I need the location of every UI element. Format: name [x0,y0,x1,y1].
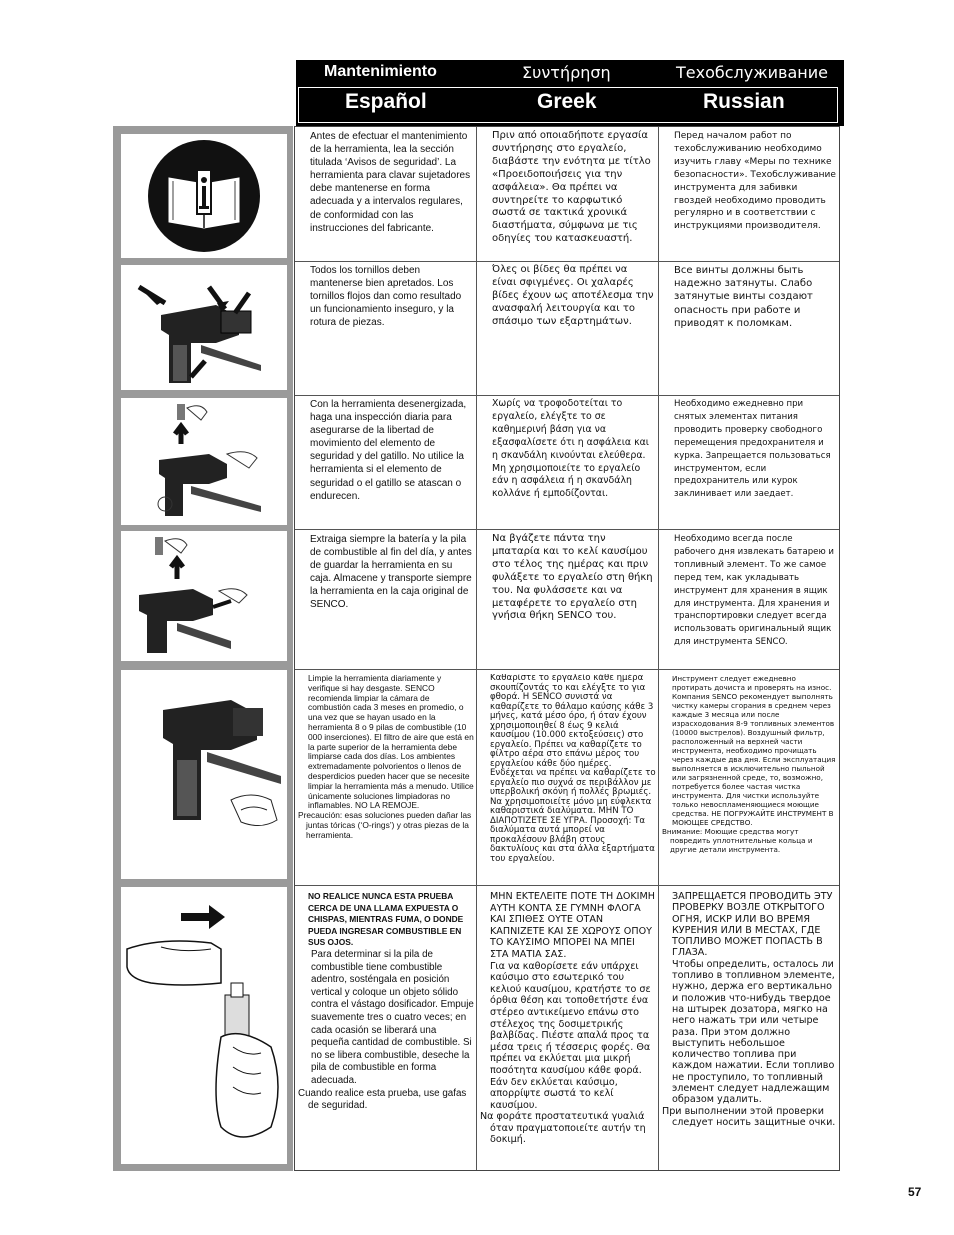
row1-ru: Перед началом работ по техобслуживанию необходимо изучить главу «Меры по технике безопасности». Техобслуживание инструмента для забивки гвоздей необходимо проводить регулярно и в соответствии с инструкциями производителя. [674,131,836,232]
header-title-gr: Συντήρηση [522,63,611,82]
row3-ru: Необходимо ежедневно при снятых элементах питания проводить проверку свободного перемещения предохранителя и курка. Запрещается пользоваться инструментом, если предохранитель или курок заклинивает или заедает. [674,399,831,500]
row2-ru: Все винты должны быть надежно затянуты. Слабо затянутые винты создают опасность при работе и приводят к поломкам. [674,265,813,329]
nailer-trigger-check-illustration [121,398,287,525]
row1-es: Antes de efectuar el mantenimiento de la herramienta, lea la sección titulada ‘Avisos de seguridad’. La herramienta para clavar sujetadores debe mantenerse en forma adecuada y a intervalos regulares, de conformidad con las instrucciones del fabricante. [310,131,471,234]
header-section-titles [296,60,844,86]
maintenance-table [294,126,840,1171]
header-lang-ru: Russian [703,90,785,113]
row3-gr: Χωρίς να τροφοδοτείται το εργαλείο, ελέγξτε το σε καθημερινή βάση για να εξασφαλίσετε ότι η ασφάλεια και η σκανδάλη κινούνται ελεύθερα. Μη χρησιμοποιείτε το εργαλείο εάν η ασφάλεια ή η σκανδάλη κολλάνε ή εμποδίζονται. [492,398,649,500]
row6-ru: ЗАПРЕЩАЕТСЯ ПРОВОДИТЬ ЭТУ ПРОВЕРКУ ВОЗЛЕ ОТКРЫТОГО ОГНЯ, ИСКР ИЛИ ВО ВРЕМЯ КУРЕНИЯ ИЛИ В МЕСТАХ, ГДЕ ТОПЛИВО МОЖЕТ ПОПАСТЬ В ГЛАЗА. Чтобы определить, осталось ли топливо в топливном элементе, нужно, держа его вертикально и положив что-нибудь твердое на штырек дозатора, мягко на него нажать три или четыре раза. При этом должно выступить небольшое количество топлива при каждом нажатии. Если топливо не проступило, то топливный элемент следует надлежащим образом удалить. При выполнении этой проверки следует носить защитные очки. [662,891,836,1128]
info-book-icon [121,134,287,258]
header-lang-es: Español [345,90,427,113]
row5-es: Limpie la herramienta diariamente y verifique si hay desgaste. SENCO recomienda limpiar la cámara de combustión cada 3 meses en promedio, o una vez que se hayan usado en la herramienta 8 o 9 pilas de combustible (10 000 inserciones). El filtro de aire que está en la parte superior de la herramienta debe limpiarse cada dos días. Los ambientes extremadamente polvorientos o llenos de desperdicios pueden hacer que se necesite limpiar la herramienta más a menudo. Utilice únicamente soluciones limpiadoras no inflamables. NO LA REMOJE. Precaución: esas soluciones pueden dañar las juntas tóricas (‘O-rings’) y otras piezas de la herramienta. [298,674,474,840]
page-number: 57 [908,1185,922,1199]
row4-ru: Необходимо всегда после рабочего дня извлекать батарею и топливный элемент. То же самое перед тем, как укладывать инструмент для хранения в ящик для инструмента. Для хранения и транспортировки следует всегда использовать оригинальный ящик для инструмента SENCO. [674,534,834,648]
section-header [296,60,844,126]
header-title-es: Mantenimiento [324,63,437,80]
header-language-bar [298,87,838,123]
row2-gr: Όλες οι βίδες θα πρέπει να είναι σφιγμένες. Οι χαλαρές βίδες έχουν ως αποτέλεσμα την ανασφαλή λειτουργία και το σπάσιμο των εξαρτημάτων. [492,264,654,327]
row2-es: Todos los tornillos deben mantenerse bien apretados. Los tornillos flojos dan como resultado un funcionamiento inseguro, y la rotura de piezas. [310,265,462,329]
nailer-screws-illustration [121,265,287,390]
illustration-column [113,126,293,1171]
row3-es: Con la herramienta desenergizada, haga una inspección diaria para asegurarse de la libertad de movimiento del elemento de seguridad y del gatillo. No utilice la herramienta si el elemento de seguridad o el gatillo se atascan o endurecen. [310,399,467,502]
header-title-ru: Техобслуживание [676,63,828,82]
row5-gr: Καθαρίστε το εργαλείο κάθε ημέρα σκουπίζοντάς το και ελέγξτε το για φθορά. Η SENCO συνιστά να καθαρίζετε το θάλαμο καύσης κάθε 3 μήνες, κατά μέσο όρο, ή όταν έχουν χρησιμοποιηθεί 8 έως 9 κελιά καυσίμου (10.000 εκτοξεύσεις) στο εργαλείο. Πρέπει να καθαρίζετε το φίλτρο αέρα στο επάνω μέρος του εργαλείου κάθε δύο ημέρες. Ενδέχεται να πρέπει να καθαρίζετε το εργαλείο πιο συχνά σε περιβάλλον με υπερβολική σκόνη ή πολλές βρωμιές. Να χρησιμοποιείτε μόνο μη εύφλεκτα καθαριστικά διαλύματα. ΜΗΝ ΤΟ ΔΙΑΠΟΤΙΖΕΤΕ ΣΕ ΥΓΡΑ. Προσοχή: Τα διαλύματα αυτά μπορεί να προκαλέσουν βλάβη στους δακτυλίους και στα άλλα εξαρτήματα του εργαλείου. [490,674,656,864]
row1-gr: Πριν από οποιαδήποτε εργασία συντήρησης στο εργαλείο, διαβάστε την ενότητα με τίτλο «Προειδοποιήσεις για την ασφάλεια». Θα πρέπει να συντηρείτε το καρφωτικό σωστά σε τακτικά χρονικά διαστήματα, σύμφωνα με τις οδηγίες του κατασκευαστή. [492,130,651,245]
row6-gr: ΜΗΝ ΕΚΤΕΛΕΙΤΕ ΠΟΤΕ ΤΗ ΔΟΚΙΜΗ ΑΥΤΗ ΚΟΝΤΑ ΣΕ ΓΥΜΝΗ ΦΛΟΓΑ ΚΑΙ ΣΠΙΘΕΣ ΟΥΤΕ ΟΤΑΝ ΚΑΠΝΙΖΕΤΕ ΚΑΙ ΣΕ ΧΩΡΟΥΣ ΟΠΟΥ ΤΟ ΚΑΥΣΙΜΟ ΜΠΟΡΕΙ ΝΑ ΜΠΕΙ ΣΤΑ ΜΑΤΙΑ ΣΑΣ. Για να καθορίσετε εάν υπάρχει καύσιμο στο εσωτερικό του κελιού καυσίμου, κρατήστε το σε όρθια θέση και τοποθετήστε ένα στέρεο αντικείμενο επάνω στο στέλεχος της δοσιμετρικής βαλβίδας. Πιέστε απαλά προς τα μέσα τρεις ή τέσσερις φορές. Θα πρέπει να εκλύεται μια μικρή ποσότητα καυσίμου κάθε φορά. Εάν δεν εκλύεται καύσιμο, απορρίψτε σωστά το κελί καυσίμου. Να φοράτε προστατευτικά γυαλιά όταν πραγματοποιείτε αυτήν τη δοκιμή. [480,891,656,1146]
row4-gr: Να βγάζετε πάντα την μπαταρία και το κελί καυσίμου στο τέλος της ημέρας και πριν φυλάξετε το εργαλείο στη θήκη του. Να φυλάσσετε και να μεταφέρετε το εργαλείο στη γνήσια θήκη SENCO του. [492,533,653,622]
row6-es: NO REALICE NUNCA ESTA PRUEBA CERCA DE UNA LLAMA EXPUESTA O CHISPAS, MIENTRAS FUMA, O DONDE PUEDA INGRESAR COMBUSTIBLE EN SUS OJOS. Para determinar si la pila de combustible tiene combustible adentro, sosténgala en posición vertical y coloque un objeto sólido contra el vástago dosificador. Empuje suavemente tres o cuatro veces; en cada ocasión se liberará una pequeña cantidad de combustible. Si no se libera combustible, deseche la pila de combustible en forma adecuada. Cuando realice esta prueba, use gafas de seguridad. [298,891,474,1112]
row4-es: Extraiga siempre la batería y la pila de combustible al fin del día, y antes de guardar la herramienta en su caja. Almacene y transporte siempre la herramienta en la caja original de SENCO. [310,534,472,611]
nailer-cleaning-illustration [121,670,287,879]
header-lang-gr: Greek [537,90,597,113]
nailer-battery-removal-illustration [121,531,287,661]
fuel-cell-test-illustration [121,887,287,1164]
row5-ru: Инструмент следует ежедневно протирать дочиста и проверять на износ. Компания SENCO рекомендует выполнять чистку камеры сгорания в среднем через каждые 3 месяца или после израсходования 8-9 топливных элементов (10000 выстрелов). Воздушный фильтр, расположенный на верхней части инструмента, необходимо прочищать через каждые два дня. Если эксплуатация выполняется в исключительно пыльной или загрязненной среде, то, возможно, потребуется более частая чистка инструмента. Для чистки используйте только невоспламеняющиеся моющие средства. НЕ ПОГРУЖАЙТЕ ИНСТРУМЕНТ В МОЮЩЕЕ СРЕДСТВО. Внимание: Моющие средства могут повредить уплотнительные кольца и другие детали инструмента. [662,674,836,854]
